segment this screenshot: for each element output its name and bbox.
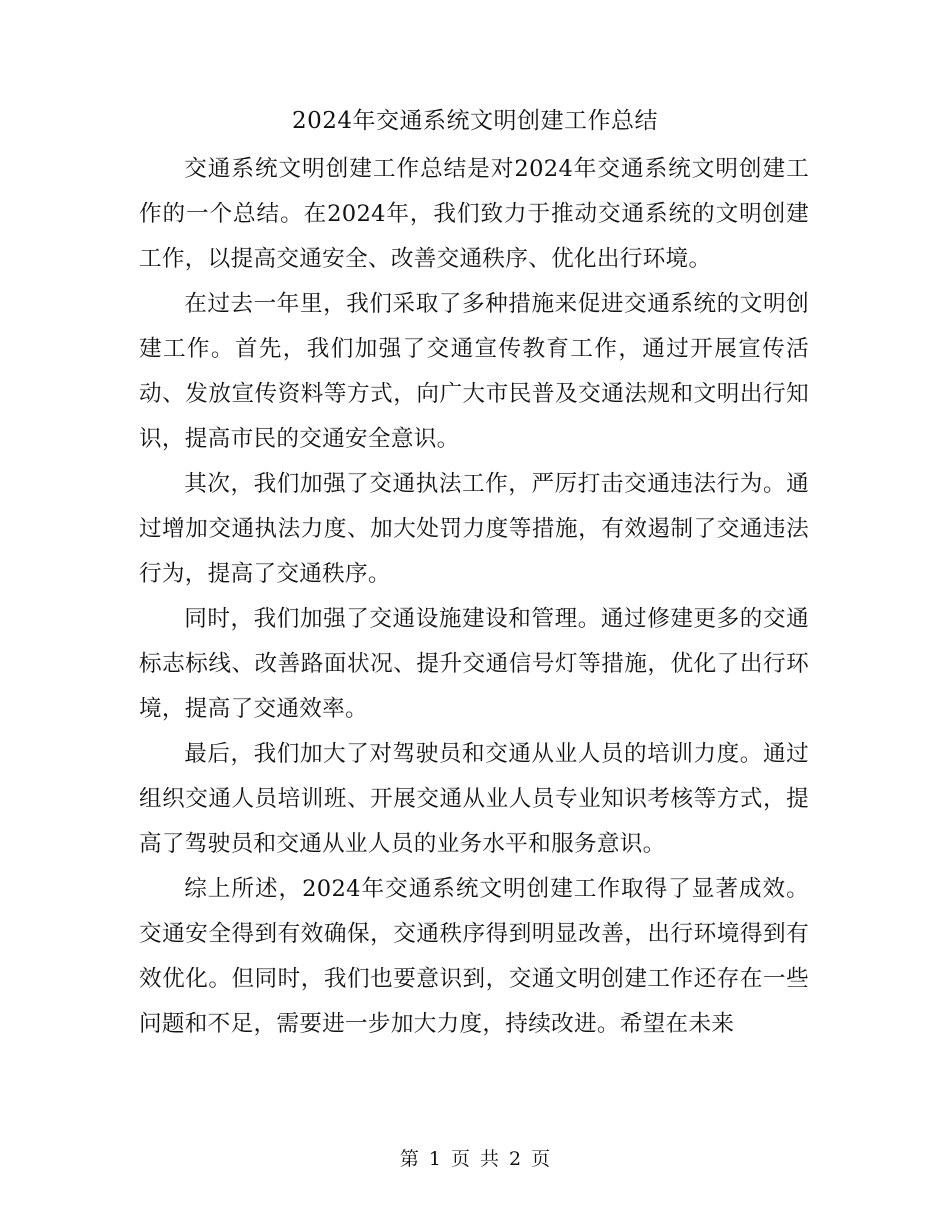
paragraph-2: 在过去一年里，我们采取了多种措施来促进交通系统的文明创建工作。首先，我们加强了交通宣传教育工作，通过开展宣传活动、发放宣传资料等方式，向广大市民普及交通法规和文明出行知识，提高市民的交通安全意识。 — [139, 291, 809, 452]
paragraph-4: 同时，我们加强了交通设施建设和管理。通过修建更多的交通标志标线、改善路面状况、提升交通信号灯等措施，优化了出行环境，提高了交通效率。 — [139, 606, 809, 722]
paragraph-3: 其次，我们加强了交通执法工作，严厉打击交通违法行为。通过增加交通执法力度、加大处罚力度等措施，有效遏制了交通违法行为，提高了交通秩序。 — [139, 471, 809, 587]
document-body — [139, 147, 809, 1047]
paragraph-6: 综上所述，2024年交通系统文明创建工作取得了显著成效。交通安全得到有效确保，交通秩序得到明显改善，出行环境得到有效优化。但同时，我们也要意识到，交通文明创建工作还存在一些问题和不足，需要进一步加大力度，持续改进。希望在未来 — [139, 876, 809, 1037]
page-number-footer: 第 1 页 共 2 页 — [399, 1148, 551, 1170]
paragraph-1: 交通系统文明创建工作总结是对2024年交通系统文明创建工作的一个总结。在2024年，我们致力于推动交通系统的文明创建工作，以提高交通安全、改善交通秩序、优化出行环境。 — [139, 156, 809, 272]
paragraph-5: 最后，我们加大了对驾驶员和交通从业人员的培训力度。通过组织交通人员培训班、开展交通从业人员专业知识考核等方式，提高了驾驶员和交通从业人员的业务水平和服务意识。 — [139, 741, 809, 857]
document-title: 2024年交通系统文明创建工作总结 — [291, 108, 659, 134]
